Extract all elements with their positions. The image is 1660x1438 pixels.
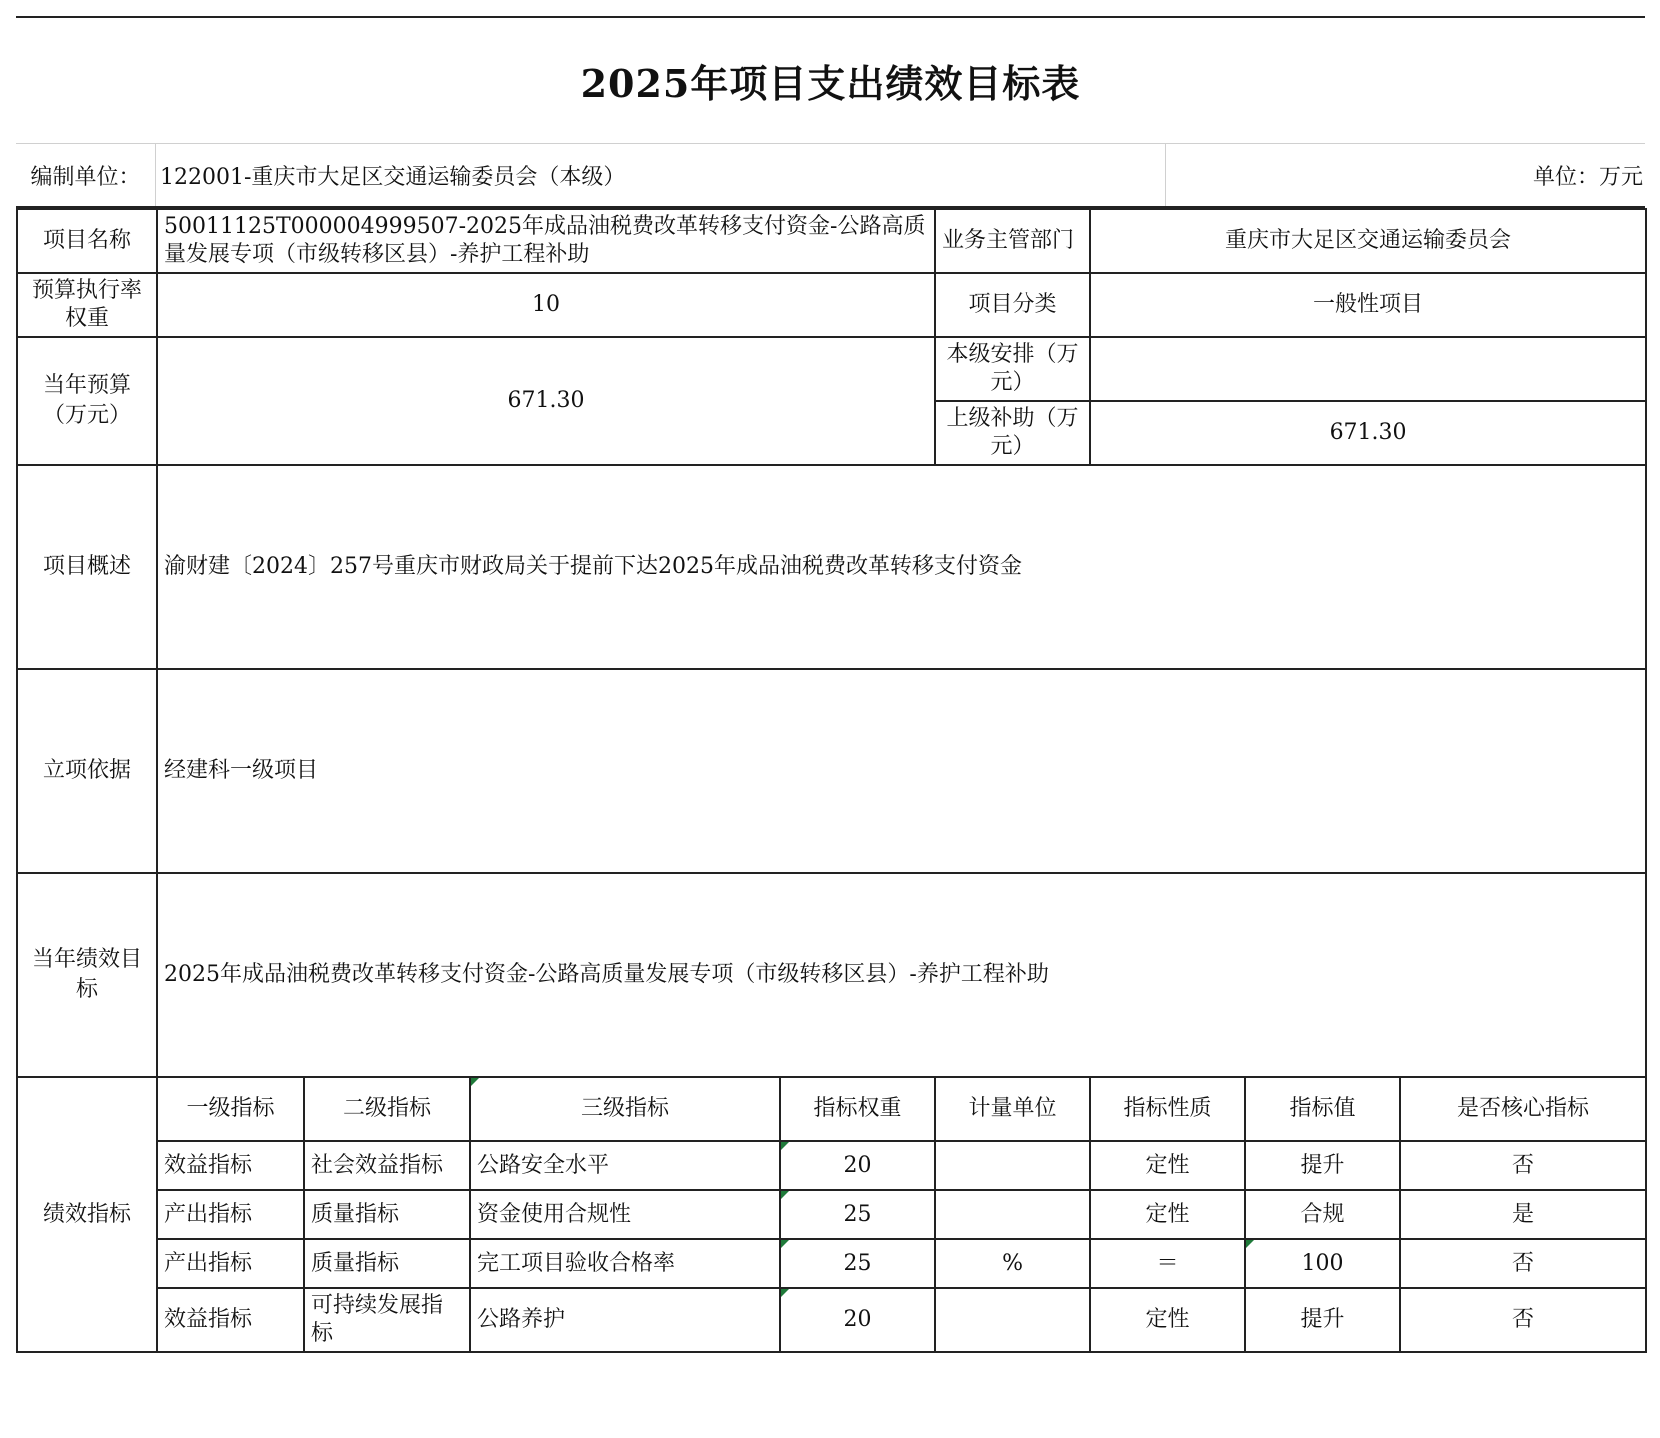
- unit-label: 编制单位：: [16, 144, 156, 206]
- cell-marker-icon: [1246, 1240, 1254, 1248]
- unit-value: 122001-重庆市大足区交通运输委员会（本级）: [158, 144, 1166, 206]
- weight-value: 20: [843, 1307, 872, 1332]
- cell-marker-icon: [781, 1289, 789, 1297]
- basis-row: [17, 669, 1646, 873]
- indicator-value: 100: [1301, 1250, 1344, 1276]
- unit-cell: [935, 1141, 1090, 1190]
- level3-cell: 公路安全水平: [470, 1141, 780, 1190]
- sheet-title-row: [16, 16, 1645, 144]
- nature-cell: ＝: [1090, 1239, 1245, 1288]
- indicator-row: [17, 1239, 1646, 1288]
- weight-cell: [780, 1239, 935, 1288]
- level1-cell: 效益指标: [157, 1141, 304, 1190]
- column-header-text: 三级指标: [580, 1096, 669, 1121]
- level2-cell: 社会效益指标: [304, 1141, 470, 1190]
- local-arrangement-label: 本级安排（万元）: [935, 337, 1090, 401]
- column-header: 计量单位: [935, 1077, 1090, 1141]
- unit-cell: [935, 1190, 1090, 1239]
- value-cell: 提升: [1245, 1141, 1400, 1190]
- rate-weight-label: 预算执行率权重: [17, 273, 157, 337]
- column-header: 二级指标: [304, 1077, 470, 1141]
- overview-label: 项目概述: [17, 465, 157, 669]
- cell-marker-icon: [781, 1142, 789, 1150]
- level3-cell: 公路养护: [470, 1288, 780, 1352]
- category-label: 项目分类: [935, 273, 1090, 337]
- dept-value: 重庆市大足区交通运输委员会: [1090, 209, 1646, 273]
- weight-value: 25: [843, 1201, 872, 1227]
- column-header: 是否核心指标: [1400, 1077, 1646, 1141]
- level1-cell: 效益指标: [157, 1288, 304, 1352]
- basis-value: 经建科一级项目: [157, 669, 1646, 873]
- column-header: 指标性质: [1090, 1077, 1245, 1141]
- currency-unit: 单位：万元: [1532, 164, 1643, 190]
- weight-value: 20: [843, 1152, 872, 1178]
- column-header: 一级指标: [157, 1077, 304, 1141]
- value-cell: 合规: [1245, 1190, 1400, 1239]
- core-cell: 是: [1400, 1190, 1646, 1239]
- level3-cell: 资金使用合规性: [470, 1190, 780, 1239]
- indicator-header-row: [17, 1077, 1646, 1141]
- value-cell: 提升: [1245, 1288, 1400, 1352]
- level3-cell: 完工项目验收合格率: [470, 1239, 780, 1288]
- dept-label: 业务主管部门: [935, 209, 1090, 273]
- sheet-title: 2025年项目支出绩效目标表: [580, 61, 1081, 106]
- level1-cell: 产出指标: [157, 1239, 304, 1288]
- local-arrangement-value: [1090, 337, 1646, 401]
- category-value: 一般性项目: [1090, 273, 1646, 337]
- goal-row: [17, 873, 1646, 1077]
- indicator-row: [17, 1141, 1646, 1190]
- goal-value: 2025年成品油税费改革转移支付资金-公路高质量发展专项（市级转移区县）-养护工程补助: [157, 873, 1646, 1077]
- goal-label: 当年绩效目标: [17, 873, 157, 1077]
- level2-cell: 可持续发展指标: [304, 1288, 470, 1352]
- overview-value: 渝财建〔2024〕257号重庆市财政局关于提前下达2025年成品油税费改革转移支付资金: [157, 465, 1646, 669]
- project-name-label: 项目名称: [17, 209, 157, 273]
- weight-cell: [780, 1190, 935, 1239]
- indicator-section-label: 绩效指标: [17, 1077, 157, 1352]
- unit-cell: %: [935, 1239, 1090, 1288]
- project-name-row: [17, 209, 1646, 273]
- cell-marker-icon: [781, 1191, 789, 1199]
- unit-cell: [935, 1288, 1090, 1352]
- value-cell: [1245, 1239, 1400, 1288]
- weight-cell: [780, 1141, 935, 1190]
- weight-cell: [780, 1288, 935, 1352]
- rate-weight-row: [17, 273, 1646, 337]
- core-cell: 否: [1400, 1141, 1646, 1190]
- budget-value: 671.30: [157, 337, 935, 465]
- unit-row: [16, 144, 1645, 208]
- nature-cell: 定性: [1090, 1288, 1245, 1352]
- core-cell: 否: [1400, 1288, 1646, 1352]
- overview-row: [17, 465, 1646, 669]
- superior-subsidy-value: 671.30: [1090, 401, 1646, 465]
- core-cell: 否: [1400, 1239, 1646, 1288]
- level2-cell: 质量指标: [304, 1190, 470, 1239]
- rate-weight-value: 10: [157, 273, 935, 337]
- indicator-row: [17, 1190, 1646, 1239]
- indicator-row: [17, 1288, 1646, 1352]
- budget-label: 当年预算（万元）: [17, 337, 157, 465]
- budget-row-1: [17, 337, 1646, 401]
- superior-subsidy-label: 上级补助（万元）: [935, 401, 1090, 465]
- column-header: 指标值: [1245, 1077, 1400, 1141]
- cell-marker-icon: [471, 1078, 479, 1086]
- nature-cell: 定性: [1090, 1141, 1245, 1190]
- project-name-value: 50011125T000004999507-2025年成品油税费改革转移支付资金-公路高质量发展专项（市级转移区县）-养护工程补助: [157, 209, 935, 273]
- level1-cell: 产出指标: [157, 1190, 304, 1239]
- level2-cell: 质量指标: [304, 1239, 470, 1288]
- basis-label: 立项依据: [17, 669, 157, 873]
- nature-cell: 定性: [1090, 1190, 1245, 1239]
- performance-table: [16, 208, 1647, 1353]
- weight-value: 25: [843, 1250, 872, 1276]
- info-grid: [16, 208, 1645, 1353]
- performance-target-sheet: [16, 16, 1645, 1422]
- column-header: [470, 1077, 780, 1141]
- cell-marker-icon: [781, 1240, 789, 1248]
- column-header: 指标权重: [780, 1077, 935, 1141]
